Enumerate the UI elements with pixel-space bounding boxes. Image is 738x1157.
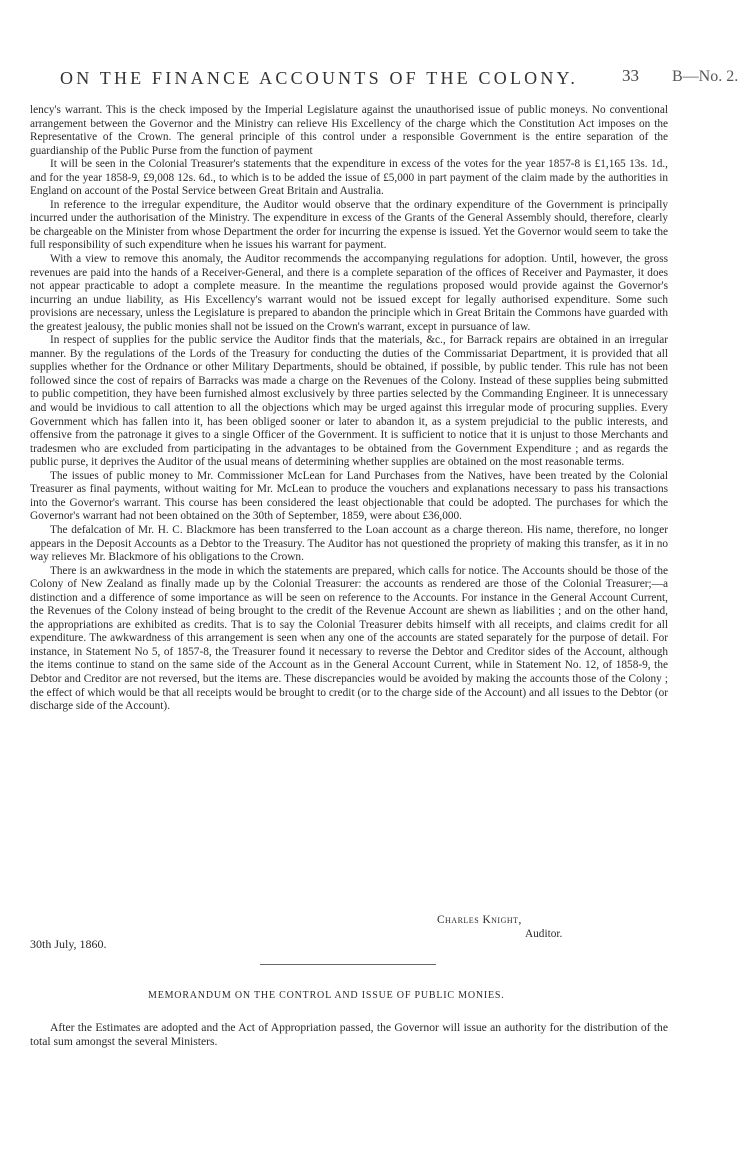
body-paragraph: lency's warrant. This is the check imposed by the Imperial Legislature against the unauthorised issue of public moneys. No conventional arrangement between the Governor and the Ministry can relieve His Excellency of the charge which the Constitution Act imposes on the Representative of the Crown. The general principle of this control under a responsible Government is the entire separation of the guardianship of the Public Purse from the function of payment — [30, 104, 668, 157]
body-paragraph: There is an awkwardness in the mode in which the statements are prepared, which calls for notice. The Accounts should be those of the Colony of New Zealand as finally made up by the Colonial Treasurer: the accounts as rendered are those of the Colonial Treasurer;—a distinction and a difference of some importance as will be seen on reference to the Accounts. For instance in the General Account Current, the Revenues of the Colony instead of being brought to the credit of the Revenue Account are shewn as liabilities ; and on the other hand, the appropriations are exhibited as credits. That is to say the Colonial Treasurer debits himself with all receipts, and claims credit for all expenditure. The awkwardness of this arrangement is seen when any one of the accounts are stated separately for the purpose of detail. For instance, in Statement No 5, of 1857-8, the Treasurer found it necessary to reverse the Debtor and Creditor sides of the Account, although the items continue to stand on the same side of the Account as in the General Account Current, while in Statement No. 12, of 1858-9, the Debtor and Creditor are not reversed, but the items are. These discrepancies would be avoided by making the accounts those of the Colony ; the effect of which would be that all receipts would be brought to credit (or to the charge side of the Account) and all issues to the Debtor (or discharge side of the Account). — [30, 564, 668, 713]
body-paragraph: In respect of supplies for the public service the Auditor finds that the materials, &c., for Barrack repairs are obtained in an irregular manner. By the regulations of the Lords of the Treasury for conducting the duties of the Commissariat Department, it is provided that all supplies whether for the Ordnance or other Military Departments, should be obtained, if possible, by public tender. This rule has not been followed since the cost of repairs of Barracks was made a charge on the Revenues of the Colony. Instead of these supplies being submitted to public competition, they have been furnished almost exclusively by three parties selected by the Commanding Engineer. It is unnecessary and would be invidious to call attention to all the objections which may be urged against this irregular mode of procuring supplies. Every Government which has fallen into it, has been obliged sooner or later to abandon it, as a system prejudicial to the public interests, and offensive from the patronage it gives to a single Officer of the Government. It is sufficient to notice that it is unjust to those Merchants and tradesmen who are excluded from participating in the advantages to be obtained from the Government Expenditure ; and as regards the public purse, it deprives the Auditor of the usual means of determining whether supplies are obtained on the most reasonable terms. — [30, 334, 668, 469]
report-date: 30th July, 1860. — [30, 937, 107, 951]
memorandum-paragraph: After the Estimates are adopted and the Act of Appropriation passed, the Governor will issue an authority for the distribution of the total sum amongst the several Ministers. — [30, 1021, 668, 1048]
running-title: ON THE FINANCE ACCOUNTS OF THE COLONY. — [60, 68, 579, 88]
signature-block — [437, 914, 563, 940]
memorandum-heading: MEMORANDUM ON THE CONTROL AND ISSUE OF PUBLIC MONIES. — [148, 990, 505, 1001]
memorandum-body — [30, 1021, 668, 1049]
body-paragraph: The defalcation of Mr. H. C. Blackmore has been transferred to the Loan account as a charge thereon. His name, therefore, no longer appears in the Deposit Accounts as a Debtor to the Treasury. The Auditor has not questioned the propriety of making this transfer, as it in no way relieves Mr. Blackmore of his obligations to the Crown. — [30, 523, 668, 564]
body-paragraph: The issues of public money to Mr. Commissioner McLean for Land Purchases from the Natives, have been treated by the Colonial Treasurer as final payments, without waiting for Mr. McLean to produce the vouchers and explanations necessary to pass his transactions into the Governor's warrant. This course has been considered the least objectionable that could be adopted. The purchases for which the Governor's warrant had not been obtained on the 30th of September, 1859, were about £36,000. — [30, 469, 668, 523]
body-paragraph: In reference to the irregular expenditure, the Auditor would observe that the ordinary expenditure of the Government is principally incurred under the authorisation of the Ministry. The expenditure in excess of the Grants of the General Assembly should, therefore, clearly be chargeable on the Minister from whose Department the order for incurring the expense is issued. Yet the Governor would seem to take the full responsibility of such expenditure when he issues his warrant for payment. — [30, 198, 668, 252]
report-body — [30, 104, 668, 714]
signatory-title: Auditor. — [525, 928, 563, 940]
page-number: 33 — [622, 66, 639, 85]
body-paragraph: It will be seen in the Colonial Treasurer's statements that the expenditure in excess of the votes for the year 1857-8 is £1,165 13s. 1d., and for the year 1858-9, £9,008 12s. 6d., to which is to be added the issue of £5,000 in part payment of the claim made by the authorities in England on account of the Postal Service between Great Britain and Australia. — [30, 158, 668, 198]
running-head — [30, 66, 738, 96]
section-divider — [260, 964, 436, 965]
body-paragraph: With a view to remove this anomaly, the Auditor recommends the accompanying regulations for adoption. Until, however, the gross revenues are paid into the hands of a Receiver-General, and there is a complete separation of the offices of Receiver and Paymaster, it does not appear practicable to adopt a complete measure. In the meantime the regulations proposed would provide against the Governor's incurring an undue liability, as His Excellency's warrant would not be issued except for legally authorised expenditure. Some such provisions are necessary, unless the Legislature is prepared to abandon the principle which in Great Britain the Commons have guarded with the greatest jealousy, the public monies shall not be issued on the Crown's warrant, except in pursuance of law. — [30, 253, 668, 333]
signatory-name: Charles Knight, — [437, 914, 522, 926]
paper-reference: B—No. 2. — [672, 68, 738, 85]
